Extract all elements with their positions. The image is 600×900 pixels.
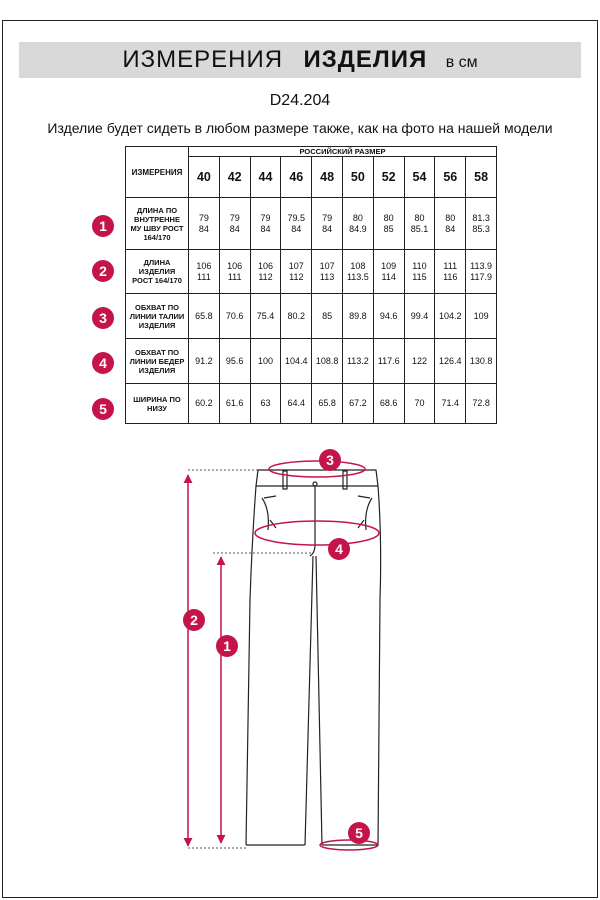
cell-value: 71.4 [441, 398, 460, 408]
cell-value: 84 [291, 223, 302, 234]
cell-value: 84.9 [349, 223, 367, 234]
size-header-cell: 52 [373, 157, 404, 198]
cell-value: 80 [414, 212, 425, 223]
cell-value: 106 [227, 260, 243, 271]
measurements-header: ИЗМЕРЕНИЯ [126, 147, 189, 198]
diagram-marker-outer-length: 2 [183, 609, 205, 631]
cell-value: 70.6 [225, 310, 244, 321]
cell-value: 117.6 [377, 355, 400, 366]
cell-value: 114 [381, 271, 396, 282]
size-header-cell: 58 [466, 157, 497, 198]
cell-value: 108.8 [315, 355, 339, 366]
cell-value: 106 [257, 260, 273, 271]
cell-value: 107 [319, 260, 335, 271]
cell-value: 104.2 [439, 310, 462, 321]
cell-value: 130.8 [469, 355, 493, 366]
cell-value: 80 [352, 212, 363, 223]
cell-value: 104.4 [285, 355, 308, 366]
cell-value: 84 [198, 223, 209, 234]
cell-value: 116 [443, 271, 458, 282]
cell-value: 68.6 [379, 398, 398, 408]
cell-value: 65.8 [318, 398, 336, 408]
measurement-label: ШИРИНА ПО НИЗУ [126, 384, 189, 424]
cell-value: 126.4 [439, 355, 462, 366]
cell-value: 64.4 [287, 398, 306, 408]
row-number-badge: 1 [92, 215, 114, 237]
diagram-marker-hips: 4 [328, 538, 350, 560]
cell-value: 80.2 [287, 310, 306, 321]
cell-value: 106 [196, 260, 212, 271]
cell-value: 85 [383, 223, 394, 234]
size-header-cell: 44 [250, 157, 281, 198]
cell-value: 100 [257, 355, 273, 366]
cell-value: 111 [227, 271, 242, 282]
cell-value: 79 [322, 212, 333, 223]
cell-value: 79 [229, 212, 240, 223]
cell-value: 85 [322, 310, 333, 321]
size-header-cell: 42 [219, 157, 250, 198]
hips-measure-line [255, 521, 379, 545]
cell-value: 65.8 [195, 310, 213, 321]
cell-value: 84 [322, 223, 333, 234]
size-header-cell: 54 [404, 157, 435, 198]
cell-value: 63 [260, 398, 271, 408]
diagram-marker-inseam: 1 [216, 635, 238, 657]
waist-measure-line [269, 461, 365, 477]
diagram-marker-hem: 5 [348, 822, 370, 844]
cell-value: 84 [260, 223, 271, 234]
cell-value: 117.9 [470, 271, 493, 282]
cell-value: 110 [412, 260, 427, 271]
cell-value: 113.2 [346, 355, 369, 366]
cell-value: 61.6 [225, 398, 244, 408]
row-number-badge: 2 [92, 260, 114, 282]
size-header-cell: 40 [189, 157, 220, 198]
row-number-badge: 3 [92, 307, 114, 329]
cell-value: 85.1 [410, 223, 429, 234]
cell-value: 84 [229, 223, 240, 234]
cell-value: 111 [197, 271, 211, 282]
cell-value: 70 [414, 398, 425, 408]
cell-value: 94.6 [379, 310, 398, 321]
measurement-label: ОБХВАТ ПО ЛИНИИ БЕДЕР ИЗДЕЛИЯ [126, 339, 189, 384]
diagram-marker-waist: 3 [319, 449, 341, 471]
cell-value: 85.3 [472, 223, 490, 234]
cell-value: 84 [445, 223, 456, 234]
cell-value: 107 [288, 260, 304, 271]
cell-value: 108 [350, 260, 366, 271]
cell-value: 60.2 [195, 398, 213, 408]
title-unit: в см [445, 54, 478, 71]
cell-value: 79 [260, 212, 271, 223]
cell-value: 113.5 [346, 271, 369, 282]
cell-value: 112 [258, 271, 273, 282]
cell-value: 109 [381, 260, 397, 271]
size-header-cell: 50 [342, 157, 373, 198]
fit-note: Изделие будет сидеть в любом размере также, как на фото на нашей модели [47, 120, 553, 136]
size-header-cell: 48 [312, 157, 343, 198]
cell-value: 91.2 [195, 355, 213, 366]
article-number: D24.204 [269, 92, 331, 109]
cell-value: 113 [319, 271, 335, 282]
cell-value: 75.4 [256, 310, 275, 321]
cell-value: 72.8 [472, 398, 490, 408]
cell-value: 89.8 [349, 310, 367, 321]
cell-value: 95.6 [225, 355, 244, 366]
cell-value: 115 [412, 271, 427, 282]
cell-value: 81.3 [472, 212, 490, 223]
measurement-label: ОБХВАТ ПО ЛИНИИ ТАЛИИ ИЗДЕЛИЯ [126, 294, 189, 339]
cell-value: 67.2 [349, 398, 367, 408]
cell-value: 80 [445, 212, 456, 223]
size-header-cell: 46 [281, 157, 312, 198]
cell-value: 109 [473, 310, 489, 321]
cell-value: 80 [383, 212, 394, 223]
measurement-label: ДЛИНА ПО ВНУТРЕННЕ МУ ШВУ РОСТ 164/170 [126, 198, 189, 250]
russian-size-header: РОССИЙСКИЙ РАЗМЕР [189, 147, 497, 157]
cell-value: 112 [289, 271, 304, 282]
size-header-cell: 56 [435, 157, 466, 198]
cell-value: 113.9 [470, 260, 493, 271]
cell-value: 111 [443, 260, 458, 271]
cell-value: 79 [198, 212, 209, 223]
measurement-label: ДЛИНА ИЗДЕЛИЯ РОСТ 164/170 [126, 250, 189, 294]
row-number-badge: 4 [92, 352, 114, 374]
title-word-item: ИЗДЕЛИЯ [303, 46, 428, 73]
title-word-measurements: ИЗМЕРЕНИЯ [122, 46, 284, 73]
cell-value: 99.4 [410, 310, 429, 321]
cell-value: 122 [411, 355, 427, 366]
cell-value: 79.5 [287, 212, 306, 223]
row-number-badge: 5 [92, 398, 114, 420]
